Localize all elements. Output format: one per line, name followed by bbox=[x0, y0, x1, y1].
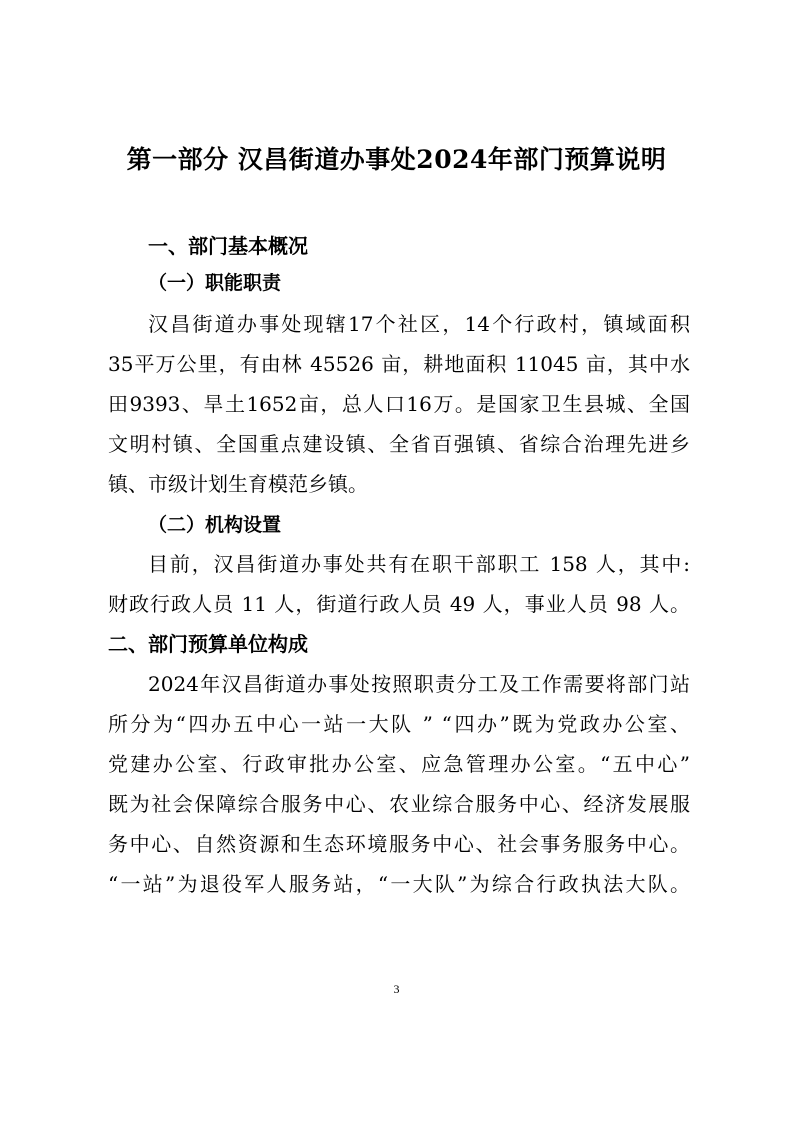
paragraph-line: “一站”为退役军人服务站，“一大队”为综合行政执法大队。 bbox=[108, 872, 690, 896]
paragraph-line: 务中心、自然资源和生态环境服务中心、社会事务服务中心。 bbox=[108, 832, 690, 856]
page-number: 3 bbox=[393, 982, 400, 996]
paragraph-line: 35平万公里，有由林 45526 亩，耕地面积 11045 亩，其中水 bbox=[108, 352, 690, 376]
subsection-heading-1: （一）职能职责 bbox=[148, 272, 282, 294]
section-heading-1: 一、部门基本概况 bbox=[148, 234, 308, 258]
paragraph-line: 所分为“四办五中心一站一大队 ” “四办”既为党政办公室、 bbox=[108, 712, 690, 736]
paragraph-line: 目前，汉昌街道办事处共有在职干部职工 158 人，其中: bbox=[148, 552, 690, 576]
paragraph-line: 财政行政人员 11 人，街道行政人员 49 人，事业人员 98 人。 bbox=[108, 592, 690, 616]
page-title: 第一部分 汉昌街道办事处2024年部门预算说明 bbox=[126, 145, 667, 174]
paragraph-line: 党建办公室、行政审批办公室、应急管理办公室。“五中心” bbox=[108, 752, 690, 776]
section-heading-2: 二、部门预算单位构成 bbox=[108, 632, 308, 656]
paragraph-line: 既为社会保障综合服务中心、农业综合服务中心、经济发展服 bbox=[108, 792, 690, 816]
paragraph-line: 田9393、旱土1652亩，总人口16万。是国家卫生县城、全国 bbox=[108, 392, 690, 416]
paragraph-line: 镇、市级计划生育模范乡镇。 bbox=[108, 472, 368, 496]
paragraph-line: 文明村镇、全国重点建设镇、全省百强镇、省综合治理先进乡 bbox=[108, 432, 690, 456]
paragraph-line: 2024年汉昌街道办事处按照职责分工及工作需要将部门站 bbox=[148, 672, 690, 696]
paragraph-line: 汉昌街道办事处现辖17个社区，14个行政村，镇域面积 bbox=[148, 312, 690, 336]
subsection-heading-2: （二）机构设置 bbox=[148, 514, 282, 536]
